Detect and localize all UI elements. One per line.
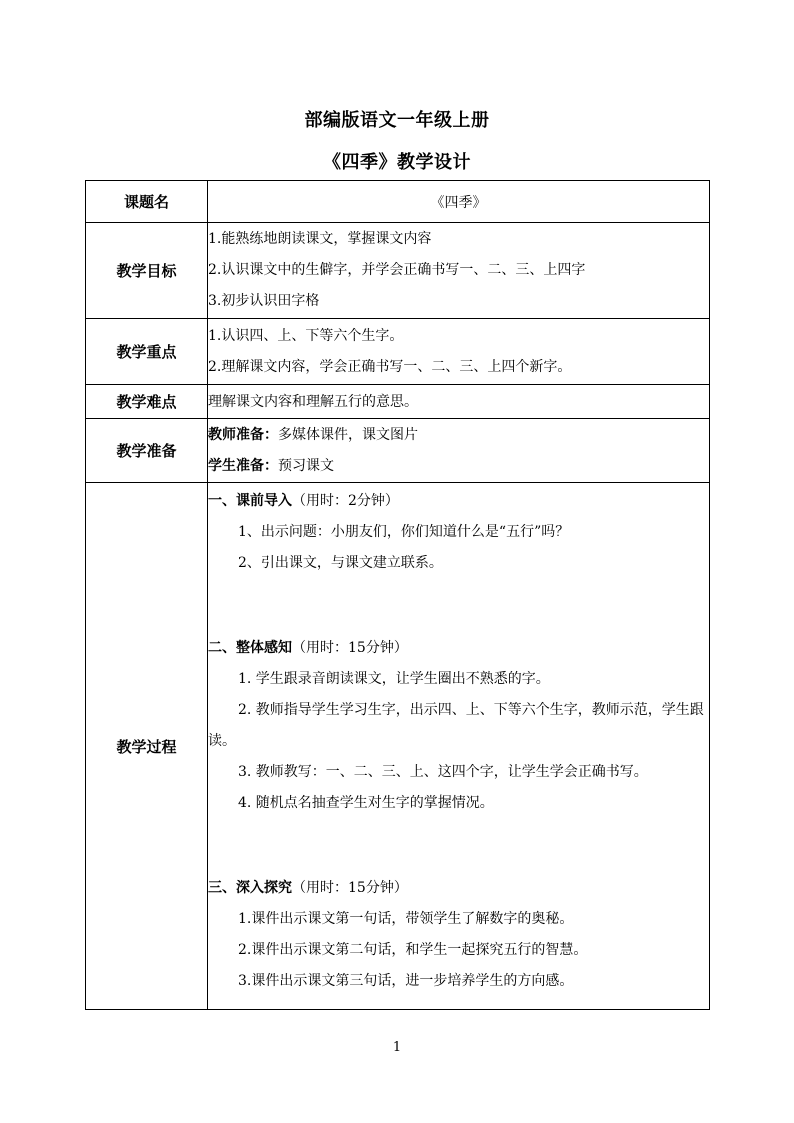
spacer (208, 579, 709, 633)
process-item: 1. 学生跟录音朗读课文，让学生圈出不熟悉的字。 (238, 671, 550, 687)
difficulty-content (208, 385, 710, 419)
goals-content (208, 223, 710, 319)
process-item: 4. 随机点名抽查学生对生字的掌握情况。 (238, 795, 494, 811)
row-key-points (86, 319, 710, 385)
process-item: 2. 教师指导学生学习生字，出示四、上、下等六个生字，教师示范，学生跟读。 (208, 702, 704, 749)
process-item: 1.课件出示课文第一句话，带领学生了解数字的奥秘。 (238, 911, 574, 927)
row-preparation (86, 419, 710, 483)
process-item: 2.课件出示课文第二句话，和学生一起探究五行的智慧。 (238, 942, 588, 958)
key-point-item: 2.理解课文内容，学会正确书写一、二、三、上四个新字。 (208, 358, 572, 375)
difficulty-value: 理解课文内容和理解五行的意思。 (208, 393, 418, 410)
topic-label: 课题名 (86, 181, 208, 223)
page-number: 1 (392, 1040, 402, 1055)
difficulty-label: 教学难点 (86, 385, 208, 419)
key-points-label: 教学重点 (86, 319, 208, 385)
goals-label: 教学目标 (86, 223, 208, 319)
process-item: 3. 教师教写：一、二、三、上、这四个字，让学生学会正确书写。 (238, 764, 648, 780)
student-prep (208, 451, 709, 482)
process-content (208, 483, 710, 1010)
prep-content (208, 419, 710, 483)
section-heading: 一、课前导入（用时：2分钟） (208, 493, 399, 509)
key-point-item: 1.认识四、上、下等六个生字。 (208, 327, 404, 344)
student-prep-value: 预习课文 (278, 457, 334, 474)
document-subtitle: 《四季》教学设计 (323, 152, 471, 173)
goal-item: 1.能熟练地朗读课文，掌握课文内容 (208, 231, 432, 247)
document-title: 部编版语文一年级上册 (304, 110, 490, 131)
student-prep-label: 学生准备： (208, 457, 278, 474)
teacher-prep (208, 420, 709, 451)
spacer (208, 819, 709, 873)
goal-item: 2.认识课文中的生僻字，并学会正确书写一、二、三、上四字 (208, 262, 586, 278)
process-item: 3.课件出示课文第三句话，进一步培养学生的方向感。 (238, 973, 574, 989)
prep-label: 教学准备 (86, 419, 208, 483)
topic-value: 《四季》 (208, 181, 710, 223)
key-points-content (208, 319, 710, 385)
lesson-plan-table (85, 180, 710, 1010)
teacher-prep-label: 教师准备： (208, 426, 278, 443)
process-item: 2、引出课文，与课文建立联系。 (238, 555, 443, 571)
row-process (86, 483, 710, 1010)
section-heading: 三、深入探究（用时：15分钟） (208, 880, 408, 896)
process-item: 1、出示问题：小朋友们，你们知道什么是“五行”吗？ (238, 524, 570, 540)
section-heading: 二、整体感知（用时：15分钟） (208, 640, 408, 656)
goal-item: 3.初步认识田字格 (208, 293, 320, 309)
row-difficulty (86, 385, 710, 419)
row-goals (86, 223, 710, 319)
process-label: 教学过程 (86, 483, 208, 1010)
teacher-prep-value: 多媒体课件，课文图片 (278, 426, 418, 443)
row-topic (86, 181, 710, 223)
